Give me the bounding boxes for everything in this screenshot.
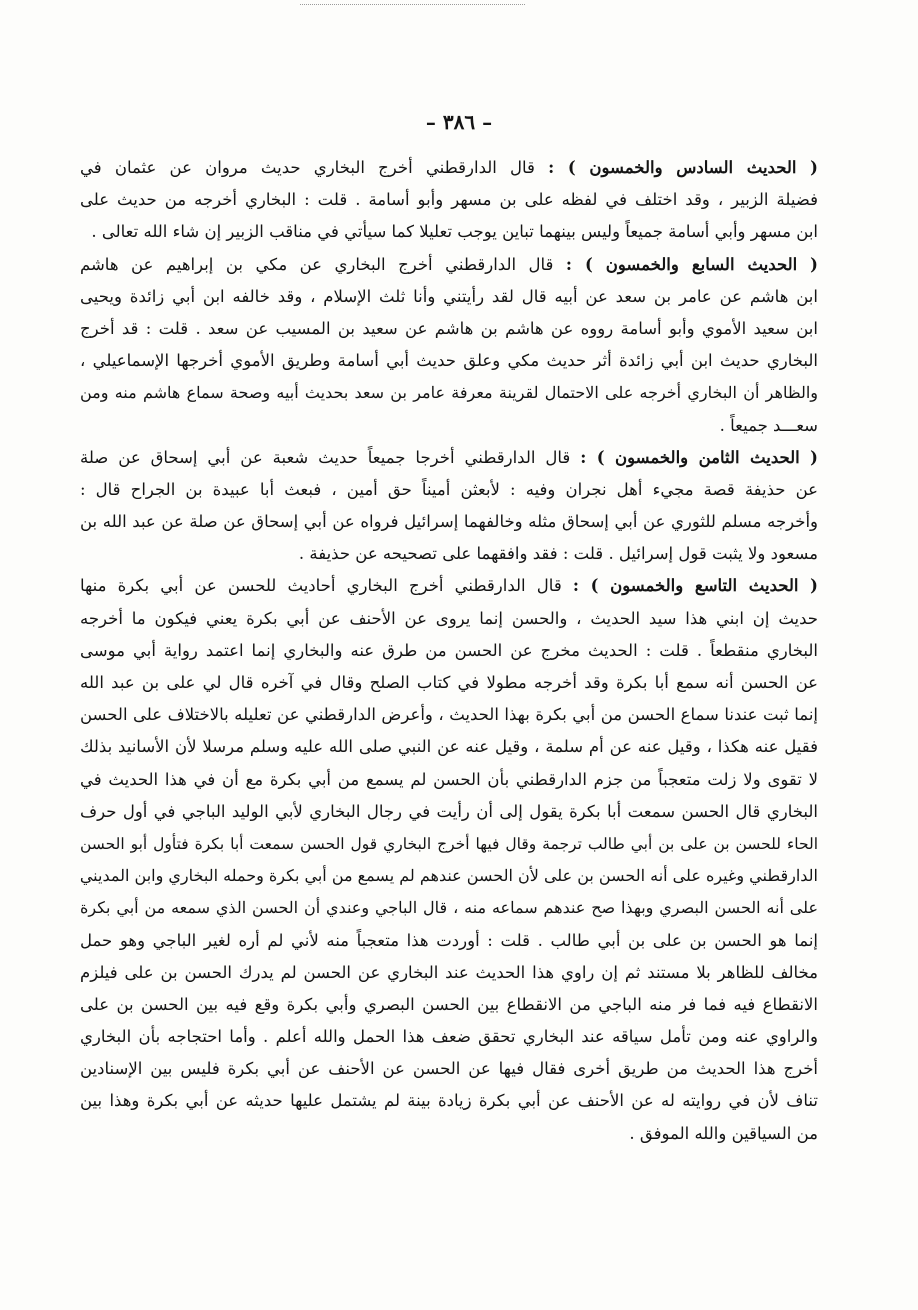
text-line: سعـــد جميعاً . — [719, 415, 818, 435]
text-line: مسعود ولا يثبت قول إسرائيل . قلت : فقد وافقهما على تصحيحه عن حذيفة . — [298, 544, 818, 564]
line-text: قال الدارقطني أخرج البخاري عن مكي بن إبراهيم عن هاشم — [80, 254, 566, 274]
hadith-heading: ( الحديث التاسع والخمسون ) : — [572, 576, 818, 596]
text-line — [80, 152, 818, 184]
text-line: لا تقوى ولا زلت متعجباً من جزم الدارقطني بأن الحسن لم يسمع من أبي بكرة مع أن في هذا الحديث في — [80, 769, 818, 789]
text-line: والراوي عنه ومن تأمل سياقه عند البخاري تحقق ضعف هذا الحمل والله أعلم . وأما احتجاجه بأن البخاري — [80, 1027, 818, 1047]
hadith-heading: ( الحديث السابع والخمسون ) : — [565, 254, 818, 274]
text-line: الدارقطني وغيره على أنه الحسن بن على لأن الحسن عندهم لم يسمع من أبي بكرة وحمله البخاري وابن المديني — [80, 866, 818, 886]
line-text: قال الدارقطني أخرجا جميعاً حديث شعبة عن أبي إسحاق عن صلة — [80, 447, 581, 467]
text-line: والظاهر أن البخاري أخرجه على الاحتمال لقرينة معرفة عامر بن سعد بحديث أبيه وصحة سماع هاشم منه ومن — [80, 383, 818, 403]
text-line: من السياقين والله الموفق . — [629, 1123, 818, 1143]
text-line: أخرج هذا الحديث من طريق أخرى فقال فيها عن الحسن عن الأحنف عن أبي بكرة فليس بين الإسنادين — [80, 1059, 818, 1079]
text-line — [80, 570, 818, 602]
text-line: ابن هاشم عن عامر بن سعد عن أبيه قال لقد رأيتني وأنا ثلث الإسلام ، وقد خالفه ابن أبي زائدة ويحيى — [80, 286, 818, 306]
hadith-heading: ( الحديث السادس والخمسون ) : — [548, 158, 818, 177]
line-text: قال الدارقطني أخرج البخاري حديث مروان عن عثمان في — [80, 158, 549, 177]
text-line: إنما هو الحسن بن على بن أبي طالب . قلت : أوردت هذا متعجباً منه لأني لم أره لغير الباجي وهو حمل — [80, 930, 818, 950]
text-line: تناف لأن في روايته له عن الأحنف عن أبي بكرة زيادة بينة لم يشتمل عليها حديثه عن أبي بكرة وهذا بين — [80, 1091, 818, 1111]
text-line: البخاري منقطعاً . قلت : الحديث مخرج عن الحسن من طرق عنه والبخاري إنما اعتمد رواية أبي موسى — [80, 640, 818, 660]
body-text — [80, 152, 818, 1150]
text-line — [80, 442, 818, 474]
text-line: فقيل عنه هكذا ، وقيل عنه عن أم سلمة ، وقيل عنه عن النبي صلى الله عليه وسلم مرسلا لأن الأسانيد بذلك — [80, 737, 818, 757]
text-line: الانقطاع فيه فما فر منه الباجي من الانقطاع بين الحسن البصري وأبي بكرة وقع فيه بين الحسن بن على — [80, 994, 818, 1014]
top-dotted-rule — [300, 4, 525, 5]
text-line: فضيلة الزبير ، وقد اختلف في لفظه على بن مسهر وأبو أسامة . قلت : البخاري أخرجه من حديث على — [80, 190, 818, 210]
text-line: عن حذيفة قصة مجيء أهل نجران وفيه : لأبعثن أميناً حق أمين ، فبعث أبا عبيدة بن الجراح قال : — [80, 479, 818, 499]
text-line: ابن سعيد الأموي وأبو أسامة رووه عن هاشم بن هاشم عن سعيد بن المسيب عن سعد . قلت : قد أخرج — [80, 318, 818, 338]
text-line: مخالف للظاهر بلا مستند ثم إن راوي هذا الحديث عند البخاري عن الحسن لم يدرك الحسن بن على فيلزم — [80, 962, 818, 982]
line-text: قال الدارقطني أخرج البخاري أحاديث للحسن عن أبي بكرة منها — [80, 576, 573, 596]
text-line — [80, 249, 818, 281]
text-line: الحاء للحسن بن على بن أبي طالب ترجمة وقال فيها أخرج البخاري قول الحسن سمعت أبا بكرة فتأول أبو الحسن — [80, 834, 818, 853]
text-line: البخاري حديث ابن أبي زائدة أثر حديث مكي وعلق حديث أبي أسامة وطريق الأموي أخرجها الإسماعيلي ، — [80, 351, 818, 371]
text-line: عن الحسن أنه سمع أبا بكرة وقد أخرجه مطولا في كتاب الصلح وقال في آخره قال لي على بن عبد الله — [80, 673, 818, 692]
text-line: ابن مسهر وأبي أسامة جميعاً وليس بينهما تباين يوجب تعليلا كما سيأتي في مناقب الزبير إن شاء الله تعالى . — [91, 222, 818, 242]
hadith-heading: ( الحديث الثامن والخمسون ) : — [580, 447, 818, 467]
text-line: على أنه الحسن البصري وبهذا صح عندهم سماعه منه ، قال الباجي وعندي أن الحسن الذي سمعه من أبي بكرة — [80, 898, 818, 918]
page-number: – ٣٨٦ – — [425, 110, 493, 134]
text-line: البخاري قال الحسن سمعت أبا بكرة يقول إلى أن رأيت في رجال البخاري لأبي الوليد الباجي في أول حرف — [80, 801, 818, 821]
text-line: حديث إن ابني هذا سيد الحديث ، والحسن إنما يروى عن الأحنف عن أبي بكرة يعني فيكون ما أخرجه — [80, 608, 818, 628]
text-line: وأخرجه مسلم للثوري عن أبي إسحاق مثله وخالفهما إسرائيل فرواه عن أبي إسحاق عن صلة عن عبد الله بن — [80, 512, 818, 532]
text-line: إنما ثبت عندنا سماع الحسن من أبي بكرة بهذا الحديث ، وأعرض الدارقطني عن تعليله بالاختلاف على الحسن — [80, 705, 818, 725]
